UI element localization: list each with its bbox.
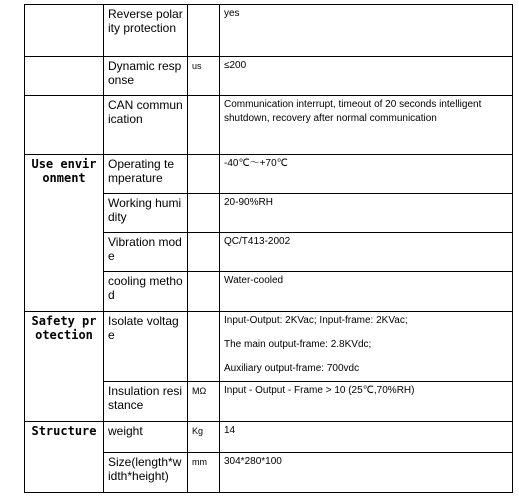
param-name: Vibration mode — [104, 233, 188, 272]
value-line: Input-Output: 2KVac; Input-frame: 2KVac; — [224, 315, 408, 326]
param-value: Input - Output - Frame > 10 (25℃,70%RH) — [220, 382, 513, 422]
param-unit — [188, 233, 220, 272]
spec-table — [24, 4, 513, 493]
param-value: 304*280*100 — [220, 453, 513, 493]
param-unit — [188, 155, 220, 194]
param-name: Dynamic response — [104, 57, 188, 96]
param-value: Water-cooled — [220, 272, 513, 312]
table-row — [25, 96, 513, 155]
param-unit — [188, 5, 220, 57]
param-value: QC/T413-2002 — [220, 233, 513, 272]
param-value: ≤200 — [220, 57, 513, 96]
param-value: yes — [220, 5, 513, 57]
group-safety-protection: Safety protection — [25, 312, 104, 422]
group-cell-empty — [25, 5, 104, 57]
group-structure: Structure — [25, 422, 104, 493]
param-unit — [188, 194, 220, 233]
param-value: 20-90%RH — [220, 194, 513, 233]
table-row — [25, 155, 513, 194]
param-name: Size(length*width*height) — [104, 453, 188, 493]
param-name: cooling method — [104, 272, 188, 312]
param-unit — [188, 312, 220, 382]
page-top-edge — [0, 0, 519, 3]
value-line: Auxiliary output-frame: 700vdc — [224, 363, 360, 374]
value-line: The main output-frame: 2.8KVdc; — [224, 339, 372, 350]
table-row — [25, 57, 513, 96]
param-name: Isolate voltage — [104, 312, 188, 382]
param-name: Operating temperature — [104, 155, 188, 194]
param-name: Working humidity — [104, 194, 188, 233]
table-row — [25, 422, 513, 453]
param-unit: MΩ — [188, 382, 220, 422]
group-cell-empty — [25, 57, 104, 96]
param-unit — [188, 96, 220, 155]
param-name: Reverse polarity protection — [104, 5, 188, 57]
param-unit: mm — [188, 453, 220, 493]
param-unit: Kg — [188, 422, 220, 453]
param-value: -40℃～+70℃ — [220, 155, 513, 194]
param-value: 14 — [220, 422, 513, 453]
table-row — [25, 312, 513, 382]
param-unit: us — [188, 57, 220, 96]
param-unit — [188, 272, 220, 312]
param-name: CAN communication — [104, 96, 188, 155]
group-cell-empty — [25, 96, 104, 155]
group-use-environment: Use environment — [25, 155, 104, 312]
param-value-multiline — [220, 312, 513, 382]
param-value: Communication interrupt, timeout of 20 seconds intelligent shutdown, recovery after normal communication — [220, 96, 513, 155]
param-name: Insulation resistance — [104, 382, 188, 422]
table-row — [25, 5, 513, 57]
param-name: weight — [104, 422, 188, 453]
